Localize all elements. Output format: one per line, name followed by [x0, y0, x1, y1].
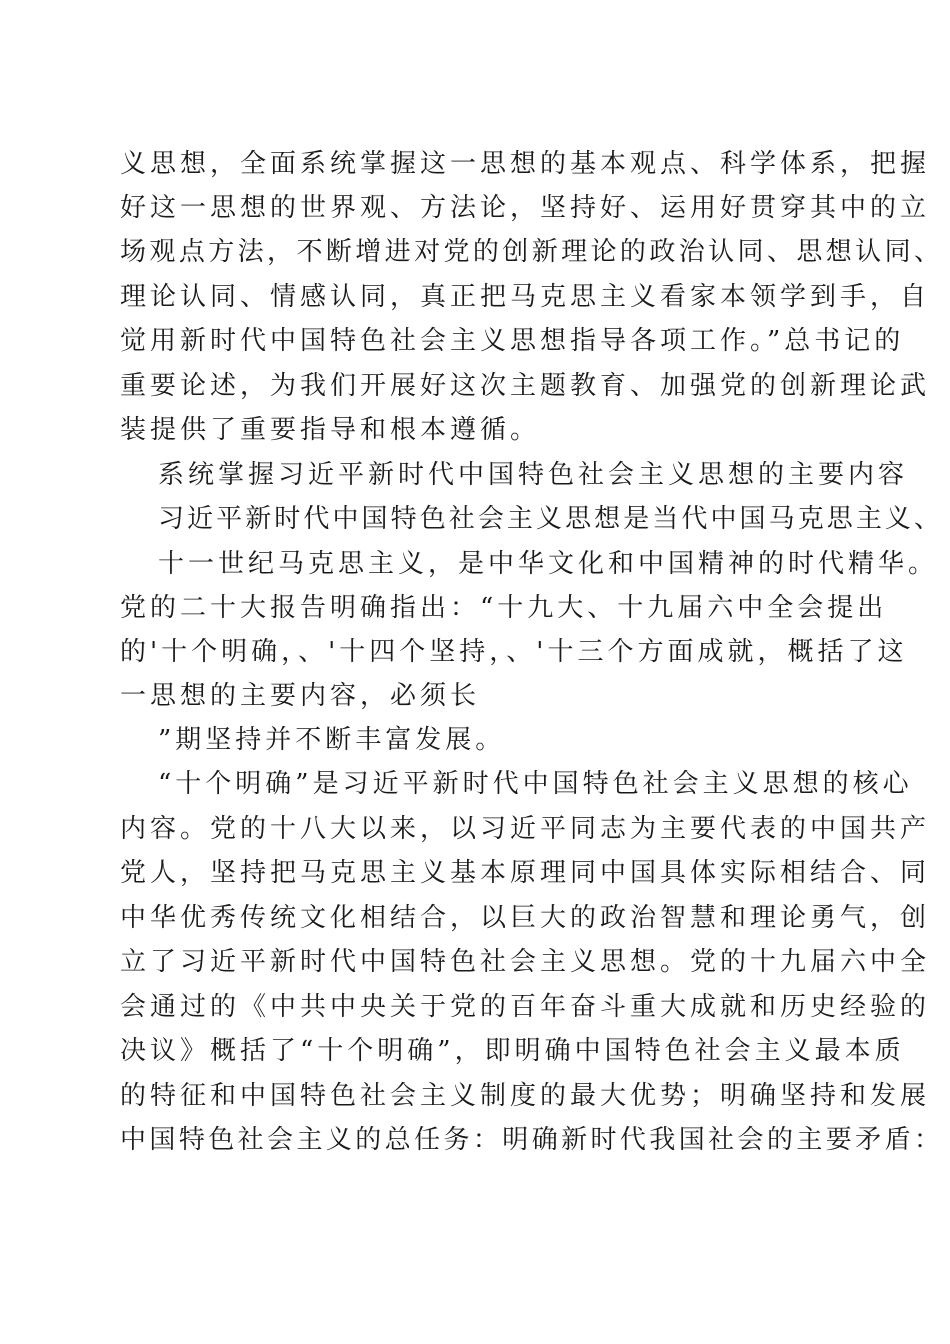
text-line: 的'十个明确，、'十四个坚持，、'十三个方面成就，概括了这 — [120, 637, 908, 667]
text-line: 中国特色社会主义的总任务：明确新时代我国社会的主要矛盾： — [120, 1125, 944, 1155]
text-line: 党的二十大报告明确指出：“十九大、十九届六中全会提出 — [120, 593, 888, 623]
text-line: 的特征和中国特色社会主义制度的最大优势；明确坚持和发展 — [120, 1081, 931, 1111]
section-heading: 系统掌握习近平新时代中国特色社会主义思想的主要内容 — [158, 460, 909, 490]
text-line: 好这一思想的世界观、方法论，坚持好、运用好贯穿其中的立 — [120, 193, 931, 223]
text-line: 场观点方法，不断增进对党的创新理论的政治认同、思想认同、 — [120, 237, 944, 267]
text-line: 内容。党的十八大以来，以习近平同志为主要代表的中国共产 — [120, 814, 931, 844]
text-line: 中华优秀传统文化相结合，以巨大的政治智慧和理论勇气，创 — [120, 903, 931, 933]
text-line: 义思想，全面系统掌握这一思想的基本观点、科学体系，把握 — [120, 149, 931, 179]
text-line: 党人，坚持把马克思主义基本原理同中国具体实际相结合、同 — [120, 858, 931, 888]
text-line: 觉用新时代中国特色社会主义思想指导各项工作。”总书记的 — [120, 326, 905, 356]
text-line: 装提供了重要指导和根本遵循。 — [120, 415, 541, 445]
text-line: 会通过的《中共中央关于党的百年奋斗重大成就和历史经验的 — [120, 992, 931, 1022]
text-line: 十一世纪马克思主义，是中华文化和中国精神的时代精华。 — [158, 549, 939, 579]
text-line: 理论认同、情感认同，真正把马克思主义看家本领学到手，自 — [120, 282, 931, 312]
text-line: 重要论述，为我们开展好这次主题教育、加强党的创新理论武 — [120, 371, 931, 401]
text-line: ”期坚持并不断丰富发展。 — [158, 725, 506, 755]
text-line: 决议》概括了“十个明确”，即明确中国特色社会主义最本质 — [120, 1036, 905, 1066]
text-line: 立了习近平新时代中国特色社会主义思想。党的十九届六中全 — [120, 947, 931, 977]
text-line: “十个明确”是习近平新时代中国特色社会主义思想的核心 — [158, 769, 913, 799]
text-line: 习近平新时代中国特色社会主义思想是当代中国马克思主义、 — [158, 504, 944, 534]
text-line: 一思想的主要内容，必须长 — [120, 681, 481, 711]
